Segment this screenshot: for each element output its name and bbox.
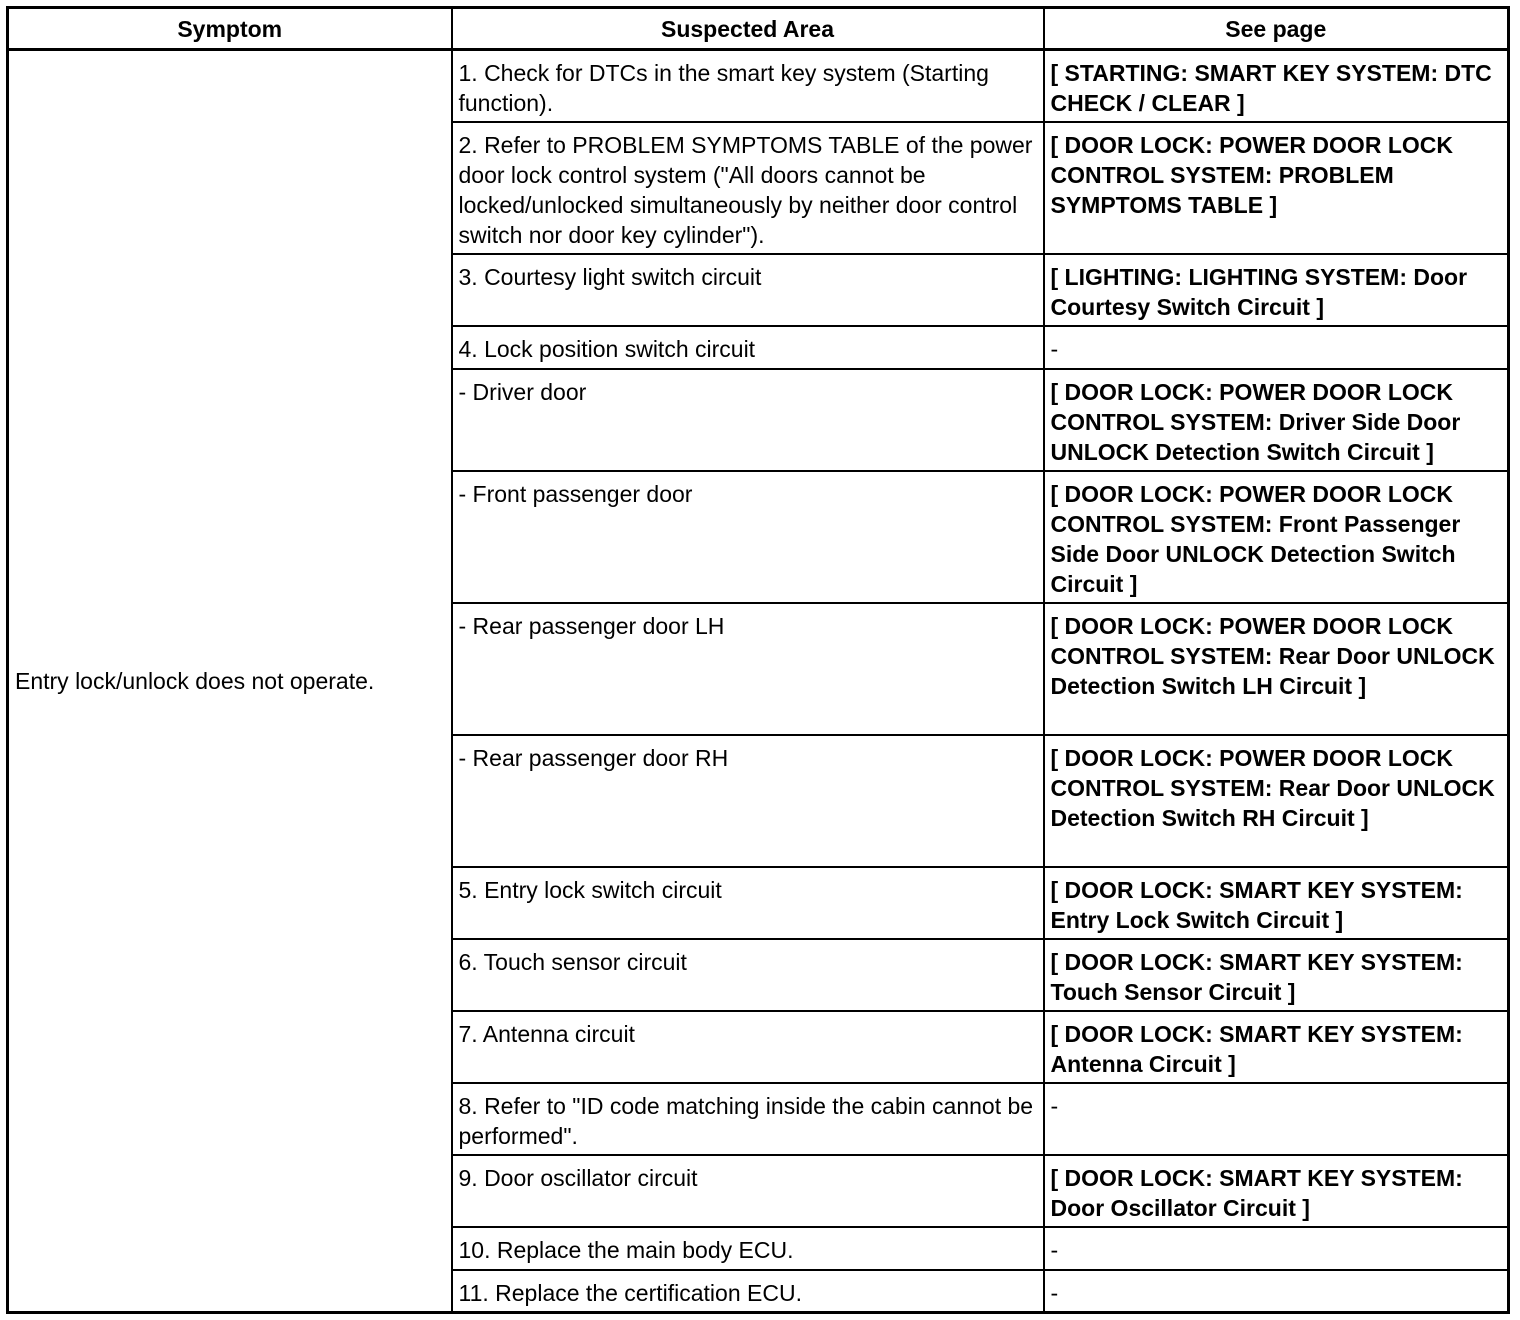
see-page-cell: [ DOOR LOCK: POWER DOOR LOCK CONTROL SYSTEM: Rear Door UNLOCK Detection Switch LH Circuit ] xyxy=(1044,603,1509,735)
suspected-area-cell: 1. Check for DTCs in the smart key system (Starting function). xyxy=(452,50,1044,122)
see-page-cell: [ DOOR LOCK: SMART KEY SYSTEM: Door Oscillator Circuit ] xyxy=(1044,1155,1509,1227)
suspected-area-cell: 3. Courtesy light switch circuit xyxy=(452,254,1044,326)
suspected-area-cell: - Rear passenger door LH xyxy=(452,603,1044,735)
see-page-cell: [ DOOR LOCK: POWER DOOR LOCK CONTROL SYSTEM: PROBLEM SYMPTOMS TABLE ] xyxy=(1044,122,1509,254)
header-see-page: See page xyxy=(1044,8,1509,50)
suspected-area-cell: 7. Antenna circuit xyxy=(452,1011,1044,1083)
suspected-area-cell: 6. Touch sensor circuit xyxy=(452,939,1044,1011)
table-row xyxy=(8,50,1509,122)
suspected-area-cell: 5. Entry lock switch circuit xyxy=(452,867,1044,939)
see-page-cell: - xyxy=(1044,1083,1509,1155)
see-page-cell: - xyxy=(1044,1270,1509,1313)
header-suspected-area: Suspected Area xyxy=(452,8,1044,50)
see-page-cell: - xyxy=(1044,326,1509,369)
see-page-cell: [ DOOR LOCK: POWER DOOR LOCK CONTROL SYSTEM: Rear Door UNLOCK Detection Switch RH Circuit ] xyxy=(1044,735,1509,867)
suspected-area-cell: 8. Refer to "ID code matching inside the cabin cannot be performed". xyxy=(452,1083,1044,1155)
see-page-cell: [ DOOR LOCK: SMART KEY SYSTEM: Touch Sensor Circuit ] xyxy=(1044,939,1509,1011)
suspected-area-cell: - Driver door xyxy=(452,369,1044,471)
suspected-area-cell: 10. Replace the main body ECU. xyxy=(452,1227,1044,1270)
suspected-area-cell: - Front passenger door xyxy=(452,471,1044,603)
suspected-area-cell: 4. Lock position switch circuit xyxy=(452,326,1044,369)
suspected-area-cell: 11. Replace the certification ECU. xyxy=(452,1270,1044,1313)
see-page-cell: [ DOOR LOCK: POWER DOOR LOCK CONTROL SYSTEM: Front Passenger Side Door UNLOCK Detection Switch Circuit ] xyxy=(1044,471,1509,603)
see-page-cell: [ DOOR LOCK: SMART KEY SYSTEM: Entry Lock Switch Circuit ] xyxy=(1044,867,1509,939)
header-row xyxy=(8,8,1509,50)
see-page-cell: [ LIGHTING: LIGHTING SYSTEM: Door Courtesy Switch Circuit ] xyxy=(1044,254,1509,326)
problem-symptoms-table xyxy=(6,6,1510,1314)
suspected-area-cell: 9. Door oscillator circuit xyxy=(452,1155,1044,1227)
suspected-area-cell: 2. Refer to PROBLEM SYMPTOMS TABLE of the power door lock control system ("All doors cannot be locked/unlocked simultaneously by neither door control switch nor door key cylinder"). xyxy=(452,122,1044,254)
see-page-cell: [ DOOR LOCK: SMART KEY SYSTEM: Antenna Circuit ] xyxy=(1044,1011,1509,1083)
see-page-cell: [ STARTING: SMART KEY SYSTEM: DTC CHECK / CLEAR ] xyxy=(1044,50,1509,122)
symptom-cell: Entry lock/unlock does not operate. xyxy=(8,50,452,1313)
see-page-cell: - xyxy=(1044,1227,1509,1270)
header-symptom: Symptom xyxy=(8,8,452,50)
see-page-cell: [ DOOR LOCK: POWER DOOR LOCK CONTROL SYSTEM: Driver Side Door UNLOCK Detection Switch Circuit ] xyxy=(1044,369,1509,471)
suspected-area-cell: - Rear passenger door RH xyxy=(452,735,1044,867)
